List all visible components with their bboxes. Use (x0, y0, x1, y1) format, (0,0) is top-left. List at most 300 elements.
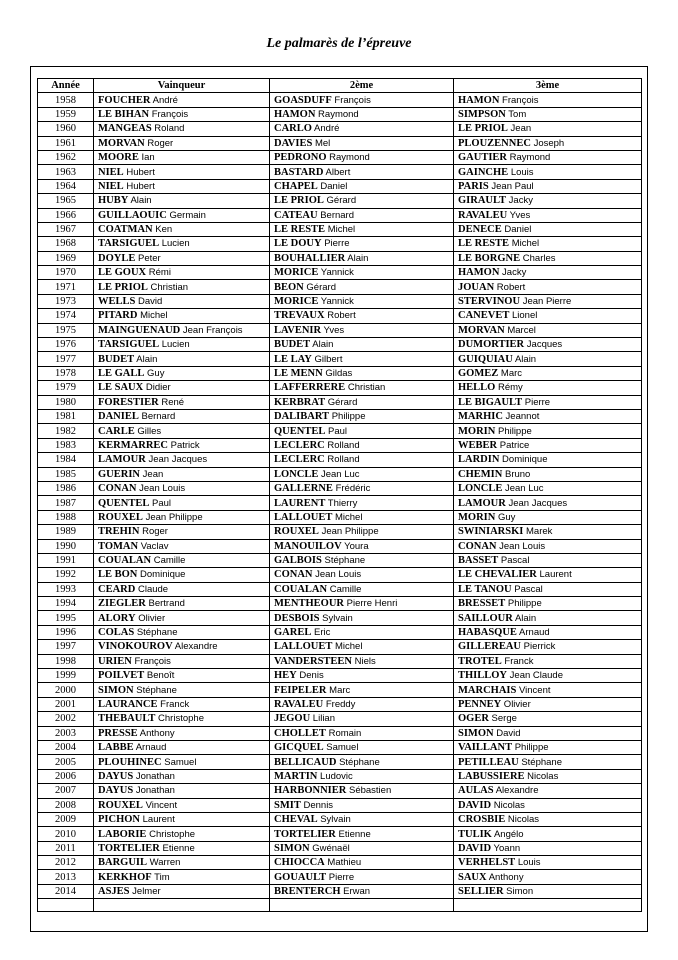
surname: DAYUS (98, 770, 134, 782)
first-name: Yannick (318, 267, 354, 279)
table-row (38, 625, 642, 639)
first-name: Pierre Henri (344, 598, 398, 610)
page-title: Le palmarès de l’épreuve (266, 36, 412, 51)
winner-cell (94, 827, 270, 841)
first-name: Marek (523, 526, 553, 538)
second-cell (270, 669, 454, 683)
surname: NIEL (98, 166, 124, 178)
year-cell: 1980 (38, 395, 94, 409)
table-row (38, 237, 642, 251)
first-name: Vaclav (138, 540, 169, 552)
surname: TORTELIER (98, 842, 160, 854)
surname: LE MENN (274, 368, 323, 379)
surname: JEGOU (274, 713, 311, 725)
surname: CHEMIN (458, 468, 503, 480)
winner-cell (94, 323, 270, 337)
winner-cell (94, 136, 270, 150)
table-row (38, 150, 642, 164)
winner-cell (94, 266, 270, 280)
surname: ROUXEL (274, 526, 319, 538)
header-winner: Vainqueur (94, 79, 270, 93)
second-cell (270, 697, 454, 711)
second-cell (270, 496, 454, 510)
first-name: Arnaud (133, 742, 167, 754)
first-name: Peter (135, 252, 161, 264)
table-row (38, 266, 642, 280)
year-cell: 2005 (38, 755, 94, 769)
first-name: Nicolas (491, 799, 525, 811)
table-row (38, 726, 642, 740)
first-name: Jean Jacques (505, 497, 568, 509)
surname: GALBOIS (274, 555, 322, 567)
third-cell (454, 251, 642, 265)
surname: CONAN (98, 483, 137, 495)
second-cell (270, 712, 454, 726)
surname: CONAN (274, 569, 313, 581)
first-name: Thierry (325, 497, 358, 509)
third-cell (454, 496, 642, 510)
surname: ASJES (98, 886, 130, 898)
surname: TOMAN (98, 540, 139, 552)
surname: HAMON (458, 94, 500, 106)
first-name: Robert (494, 281, 526, 293)
surname: BUDET (274, 339, 311, 351)
third-cell (454, 625, 642, 639)
empty-cell (94, 899, 270, 912)
second-cell (270, 222, 454, 236)
first-name: François (331, 94, 371, 106)
surname: MARCHAIS (458, 684, 517, 696)
year-cell: 1959 (38, 107, 94, 121)
year-cell: 1992 (38, 568, 94, 582)
first-name: Bernard (317, 209, 354, 221)
table-row (38, 597, 642, 611)
table-row (38, 136, 642, 150)
first-name: Vincent (516, 684, 551, 696)
first-name: Yves (321, 324, 345, 336)
winner-cell (94, 409, 270, 423)
first-name: Marc (326, 684, 351, 696)
first-name: Mathieu (324, 857, 362, 869)
second-cell (270, 625, 454, 639)
first-name: Gilbert (311, 353, 343, 365)
year-cell: 1993 (38, 582, 94, 596)
surname: HELLO (458, 382, 496, 394)
year-cell: 1969 (38, 251, 94, 265)
year-cell: 1963 (38, 165, 94, 179)
first-name: Jacky (506, 195, 533, 207)
year-cell: 2013 (38, 870, 94, 884)
surname: GICQUEL (274, 742, 324, 754)
surname: THEBAULT (98, 713, 156, 725)
third-cell (454, 150, 642, 164)
surname: PLOUHINEC (98, 756, 162, 768)
year-cell: 1998 (38, 654, 94, 668)
year-cell: 1995 (38, 611, 94, 625)
first-name: Stéphane (321, 555, 366, 567)
second-cell (270, 179, 454, 193)
third-cell (454, 222, 642, 236)
table-row (38, 381, 642, 395)
third-cell (454, 107, 642, 121)
first-name: Daniel (317, 180, 348, 192)
surname: ALORY (98, 612, 136, 624)
first-name: Nicolas (505, 814, 540, 826)
third-cell (454, 784, 642, 798)
second-cell (270, 352, 454, 366)
first-name: Ken (152, 224, 173, 236)
first-name: Jeannot (502, 411, 540, 423)
winner-cell (94, 237, 270, 251)
surname: NIEL (98, 180, 124, 192)
first-name: Michel (332, 641, 363, 653)
surname: LE DOUY (274, 238, 322, 250)
winner-cell (94, 812, 270, 826)
surname: BASTARD (274, 166, 324, 178)
first-name: Jacky (499, 267, 527, 279)
surname: STERVINOU (458, 296, 521, 308)
first-name: Christophe (155, 713, 204, 725)
first-name: Alain (134, 353, 158, 365)
first-name: Pierre (321, 238, 350, 250)
year-cell: 1966 (38, 208, 94, 222)
winner-cell (94, 107, 270, 121)
winner-cell (94, 280, 270, 294)
third-cell (454, 798, 642, 812)
second-cell (270, 553, 454, 567)
year-cell: 1985 (38, 467, 94, 481)
surname: DAVIES (274, 137, 313, 149)
first-name: Joseph (530, 137, 565, 149)
second-cell (270, 640, 454, 654)
first-name: Franck (157, 698, 190, 710)
winner-cell (94, 122, 270, 136)
first-name: Stéphane (336, 756, 380, 768)
empty-cell (38, 899, 94, 912)
surname: TARSIGUEL (98, 339, 160, 351)
winner-cell (94, 338, 270, 352)
table-row (38, 93, 642, 107)
surname: COUALAN (274, 583, 328, 595)
surname: MORVAN (98, 137, 145, 149)
winner-cell (94, 309, 270, 323)
first-name: Charles (520, 252, 556, 264)
third-cell (454, 481, 642, 495)
surname: COUALAN (98, 555, 152, 567)
winner-cell (94, 769, 270, 783)
surname: OGER (458, 713, 489, 725)
table-row (38, 409, 642, 423)
first-name: Olivier (501, 698, 531, 710)
first-name: Lucien (159, 339, 190, 351)
surname: POILVET (98, 670, 145, 682)
year-cell: 1983 (38, 438, 94, 452)
winner-cell (94, 93, 270, 107)
third-cell (454, 294, 642, 308)
winner-cell (94, 366, 270, 380)
surname: LABUSSIERE (458, 770, 525, 782)
year-cell: 1975 (38, 323, 94, 337)
winner-cell (94, 740, 270, 754)
surname: URIEN (98, 655, 132, 667)
year-cell: 2001 (38, 697, 94, 711)
first-name: Jean Luc (502, 483, 544, 495)
second-cell (270, 510, 454, 524)
year-cell: 1999 (38, 669, 94, 683)
year-cell: 1979 (38, 381, 94, 395)
first-name: Etienne (335, 828, 371, 840)
second-cell (270, 424, 454, 438)
second-cell (270, 280, 454, 294)
winner-cell (94, 222, 270, 236)
first-name: Robert (324, 310, 356, 322)
year-cell: 1981 (38, 409, 94, 423)
second-cell (270, 309, 454, 323)
third-cell (454, 208, 642, 222)
empty-row (38, 899, 642, 912)
table-row (38, 740, 642, 754)
table-row (38, 841, 642, 855)
third-cell (454, 381, 642, 395)
second-cell (270, 194, 454, 208)
first-name: Jean Louis (136, 483, 186, 495)
year-cell: 2012 (38, 856, 94, 870)
winner-cell (94, 467, 270, 481)
winner-cell (94, 525, 270, 539)
table-row (38, 165, 642, 179)
table-row (38, 884, 642, 898)
year-cell: 2011 (38, 841, 94, 855)
first-name: Camille (327, 583, 362, 595)
surname: BRENTERCH (274, 886, 341, 898)
first-name: Gérard (325, 396, 358, 408)
year-cell: 1967 (38, 222, 94, 236)
table-row (38, 366, 642, 380)
third-cell (454, 453, 642, 467)
surname: GAREL (274, 627, 312, 639)
surname: GOMEZ (458, 368, 499, 379)
third-cell (454, 539, 642, 553)
first-name: Youra (341, 540, 369, 552)
second-cell (270, 453, 454, 467)
second-cell (270, 107, 454, 121)
first-name: Mel (312, 137, 331, 149)
surname: GOASDUFF (274, 94, 332, 106)
winner-cell (94, 654, 270, 668)
third-cell (454, 510, 642, 524)
first-name: Marc (498, 368, 523, 379)
third-cell (454, 669, 642, 683)
first-name: Arnaud (516, 627, 550, 639)
surname: MENTHEOUR (274, 598, 345, 610)
surname: LE LAY (274, 353, 312, 365)
winner-cell (94, 798, 270, 812)
first-name: Sébastien (346, 785, 392, 797)
third-cell (454, 266, 642, 280)
second-cell (270, 841, 454, 855)
winner-cell (94, 481, 270, 495)
first-name: Pascal (511, 583, 543, 595)
table-row (38, 107, 642, 121)
first-name: Bertrand (145, 598, 185, 610)
winner-cell (94, 553, 270, 567)
surname: HUBY (98, 195, 129, 207)
first-name: David (493, 727, 521, 739)
first-name: René (158, 396, 185, 408)
surname: LE PRIOL (98, 281, 148, 293)
first-name: Yves (507, 209, 531, 221)
table-row (38, 827, 642, 841)
second-cell (270, 251, 454, 265)
table-row (38, 683, 642, 697)
surname: VANDERSTEEN (274, 655, 352, 667)
surname: SELLIER (458, 886, 504, 898)
surname: LABBE (98, 742, 134, 754)
first-name: Ian (138, 152, 155, 164)
first-name: François (131, 655, 171, 667)
first-name: Alain (345, 252, 369, 264)
surname: GUERIN (98, 468, 141, 480)
third-cell (454, 352, 642, 366)
third-cell (454, 884, 642, 898)
table-row (38, 424, 642, 438)
surname: KERMARREC (98, 439, 168, 451)
surname: GUIQUIAU (458, 353, 513, 365)
second-cell (270, 381, 454, 395)
surname: LE PRIOL (274, 195, 324, 207)
third-cell (454, 582, 642, 596)
surname: LE RESTE (458, 238, 510, 250)
first-name: Jean (507, 123, 532, 135)
surname: SIMON (274, 842, 310, 854)
surname: FOUCHER (98, 94, 151, 106)
first-name: Yoann (491, 842, 521, 854)
winner-cell (94, 150, 270, 164)
surname: SIMON (458, 727, 494, 739)
surname: BASSET (458, 555, 499, 567)
table-row (38, 467, 642, 481)
surname: SWINIARSKI (458, 526, 524, 538)
surname: PICHON (98, 814, 140, 826)
winner-cell (94, 294, 270, 308)
second-cell (270, 338, 454, 352)
surname: QUENTEL (274, 425, 326, 437)
surname: MARTIN (274, 770, 318, 782)
winner-cell (94, 453, 270, 467)
table-row (38, 222, 642, 236)
table-row (38, 122, 642, 136)
winner-cell (94, 611, 270, 625)
first-name: Patrick (168, 439, 200, 451)
empty-cell (454, 899, 642, 912)
first-name: Paul (149, 497, 172, 509)
first-name: Benoît (144, 670, 175, 682)
winner-cell (94, 179, 270, 193)
first-name: Camille (151, 555, 186, 567)
first-name: Michel (137, 310, 168, 322)
surname: BUDET (98, 353, 135, 365)
first-name: Jean Claude (507, 670, 563, 682)
year-cell: 1962 (38, 150, 94, 164)
surname: DAVID (458, 842, 492, 854)
surname: CANEVET (458, 310, 510, 322)
surname: BELLICAUD (274, 756, 337, 768)
winner-cell (94, 510, 270, 524)
third-cell (454, 841, 642, 855)
first-name: Jonathan (133, 785, 175, 797)
first-name: Gérard (323, 195, 357, 207)
table-row (38, 697, 642, 711)
surname: LE CHEVALIER (458, 569, 537, 581)
winner-cell (94, 208, 270, 222)
surname: ROUXEL (98, 511, 143, 523)
winner-cell (94, 496, 270, 510)
table-row (38, 294, 642, 308)
first-name: Marcel (504, 324, 536, 336)
year-cell: 1958 (38, 93, 94, 107)
surname: CONAN (458, 540, 497, 552)
winner-cell (94, 755, 270, 769)
surname: BEON (274, 281, 304, 293)
table-row (38, 755, 642, 769)
surname: LE SAUX (98, 382, 144, 394)
surname: TORTELIER (274, 828, 336, 840)
first-name: Jean Pierre (520, 296, 572, 308)
first-name: Hubert (123, 166, 155, 178)
third-cell (454, 525, 642, 539)
surname: PRESSE (98, 727, 138, 739)
table-row (38, 539, 642, 553)
surname: HABASQUE (458, 627, 517, 639)
surname: TREVAUX (274, 310, 325, 322)
first-name: Philippe (512, 742, 549, 754)
first-name: Paul (325, 425, 348, 437)
surname: SAILLOUR (458, 612, 513, 624)
third-cell (454, 338, 642, 352)
table-row (38, 338, 642, 352)
palmares-table (37, 78, 642, 912)
year-cell: 1987 (38, 496, 94, 510)
first-name: Franck (501, 655, 534, 667)
surname: TROTEL (458, 655, 502, 667)
first-name: Raymond (507, 152, 551, 164)
first-name: Jean Philippe (142, 511, 203, 523)
second-cell (270, 525, 454, 539)
third-cell (454, 640, 642, 654)
surname: KERBRAT (274, 396, 326, 408)
surname: DESBOIS (274, 612, 320, 624)
surname: PARIS (458, 180, 489, 192)
first-name: Christophe (146, 828, 196, 840)
first-name: Raymond (326, 152, 370, 164)
second-cell (270, 740, 454, 754)
second-cell (270, 150, 454, 164)
first-name: Eric (311, 627, 331, 639)
third-cell (454, 597, 642, 611)
first-name: Guy (144, 368, 165, 379)
winner-cell (94, 784, 270, 798)
surname: LAVENIR (274, 324, 322, 336)
winner-cell (94, 539, 270, 553)
table-row (38, 856, 642, 870)
surname: CHOLLET (274, 727, 326, 739)
surname: MOORE (98, 152, 139, 164)
first-name: Gwénaël (309, 842, 350, 854)
surname: LALLOUET (274, 641, 333, 653)
surname: GILLEREAU (458, 641, 522, 653)
first-name: Tim (151, 871, 170, 883)
first-name: Serge (488, 713, 517, 725)
